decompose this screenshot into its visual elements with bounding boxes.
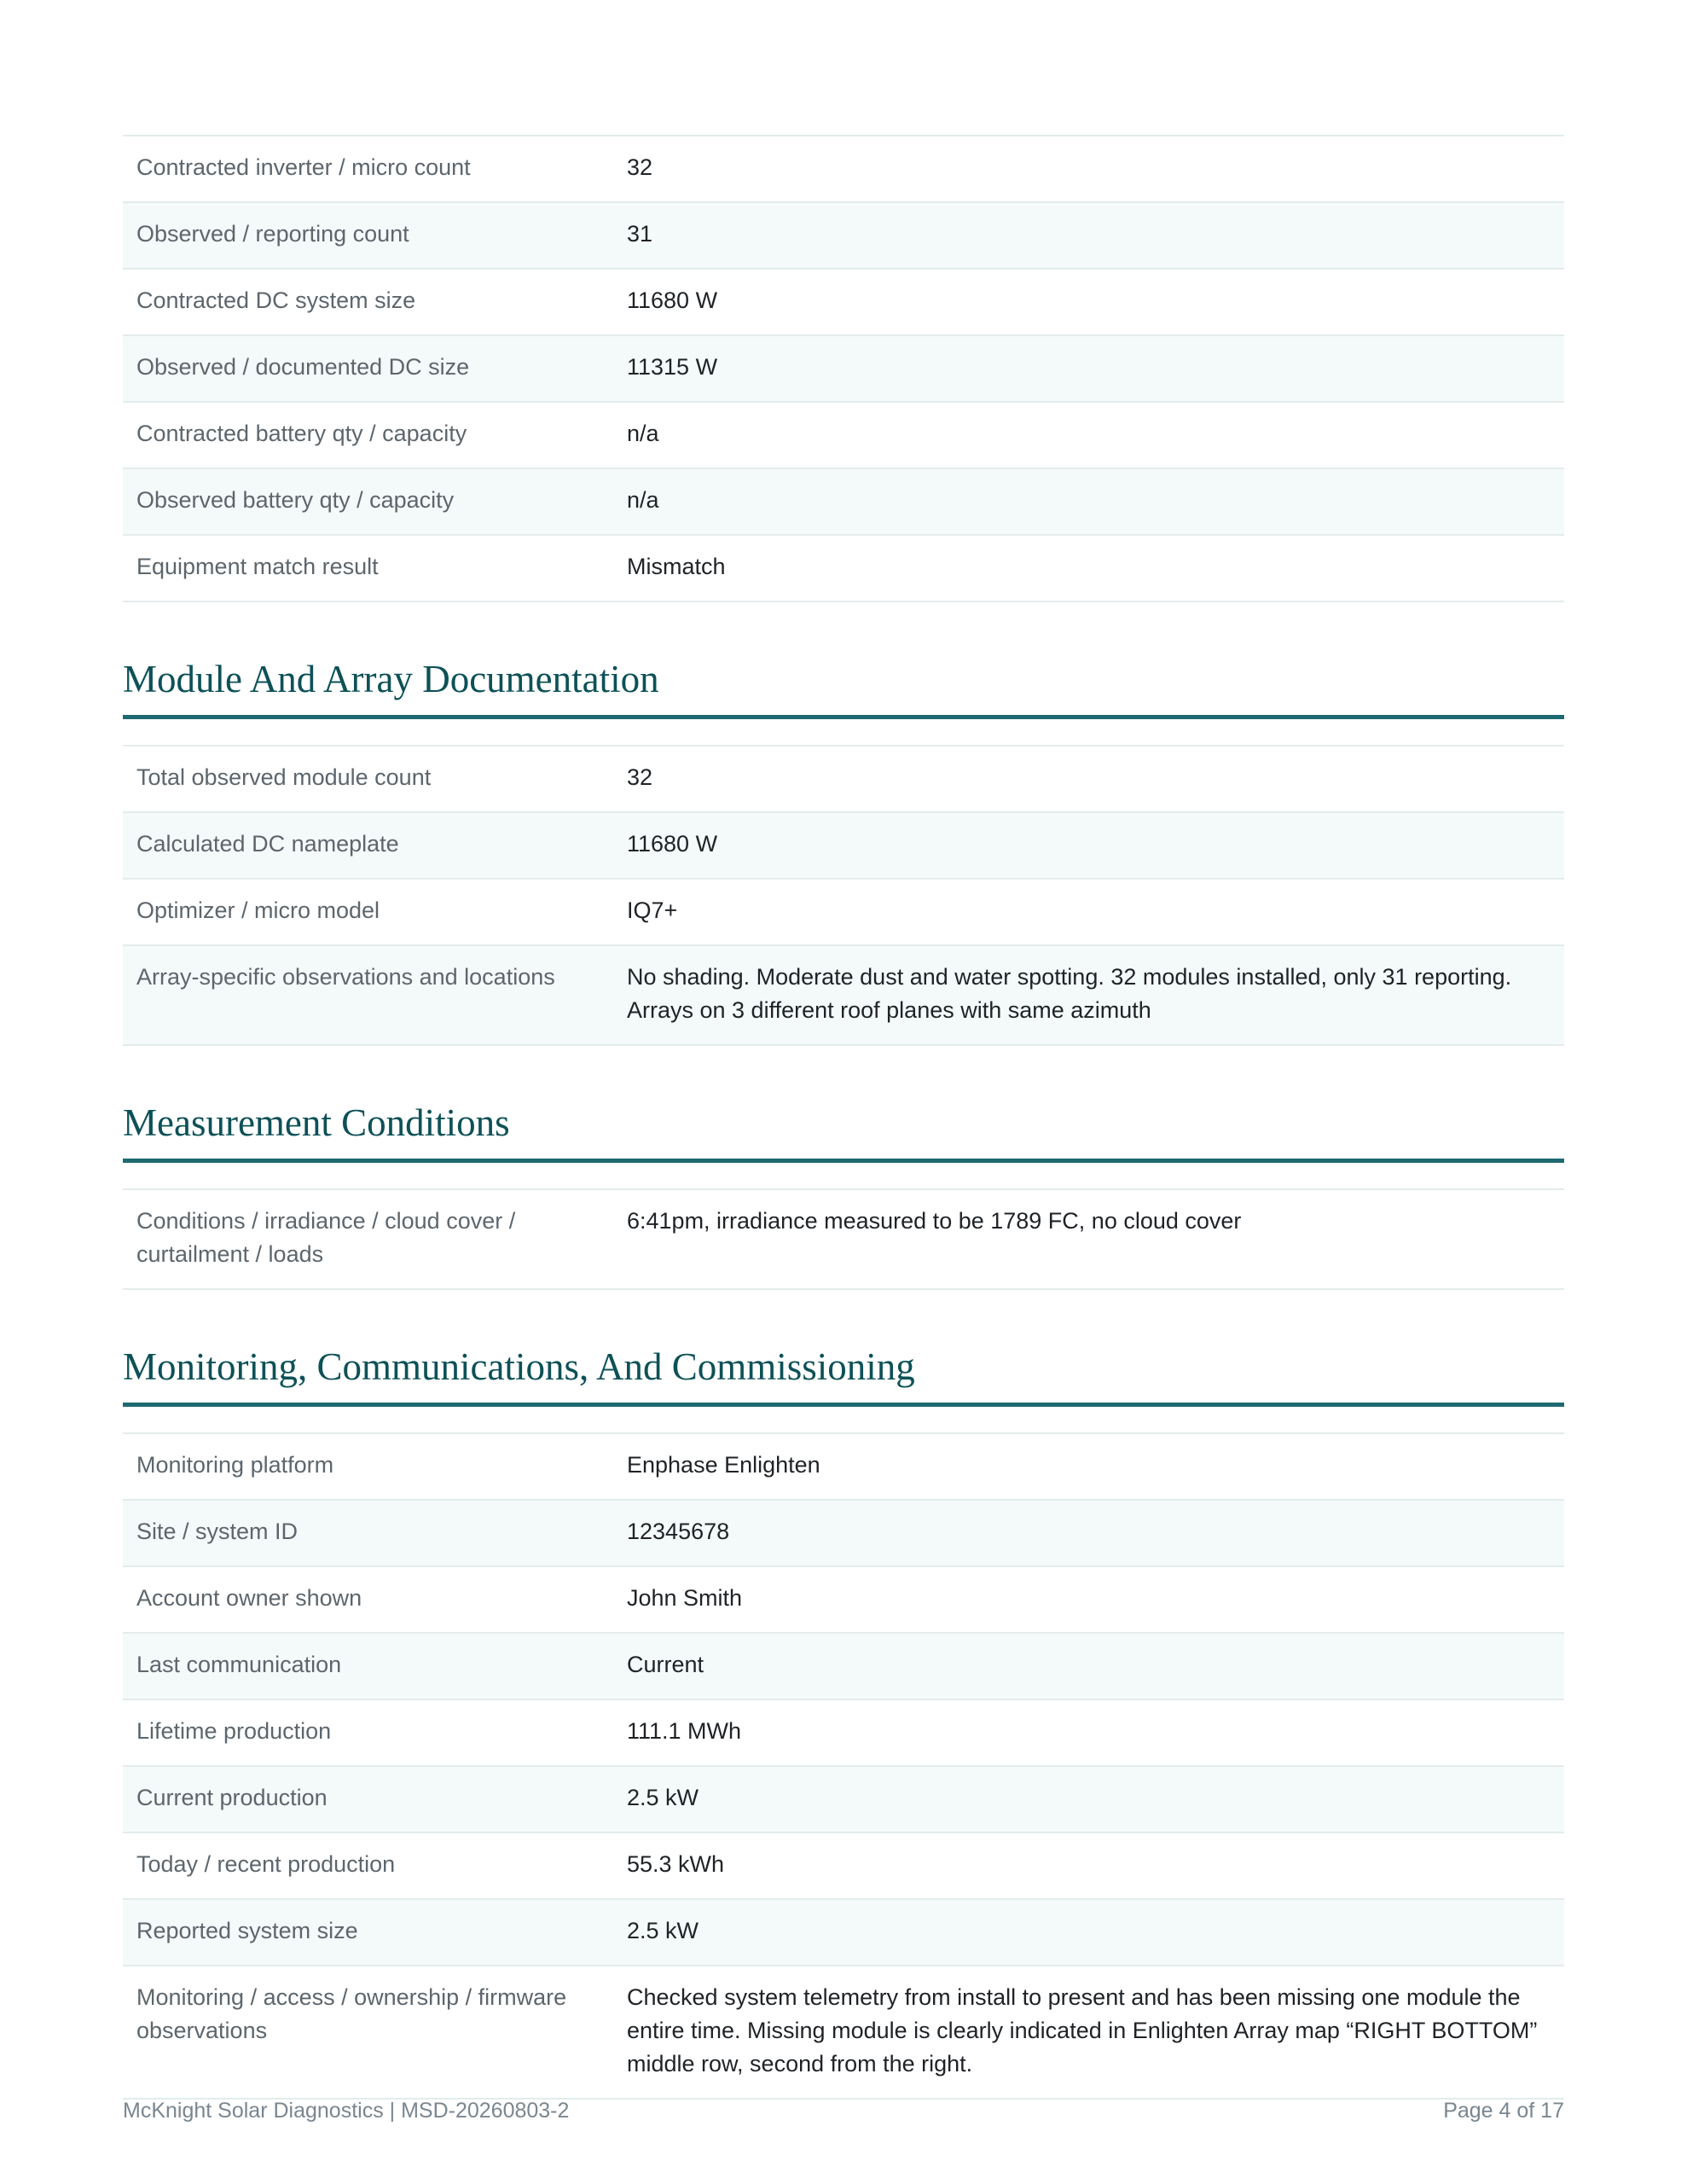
row-label: Conditions / irradiance / cloud cover / curtailment / loads [136, 1208, 516, 1267]
row-value: Mismatch [627, 554, 726, 579]
row-value: 6:41pm, irradiance measured to be 1789 FC, no cloud cover [627, 1208, 1242, 1234]
row-value: IQ7+ [627, 897, 678, 923]
table-row [123, 535, 1564, 601]
table-row [123, 1500, 1564, 1566]
row-value: 2.5 kW [627, 1785, 699, 1810]
row-label: Contracted inverter / micro count [136, 154, 471, 180]
row-value: 55.3 kWh [627, 1851, 725, 1877]
table-row [123, 136, 1564, 202]
row-label: Lifetime production [136, 1718, 332, 1744]
row-value: 11680 W [627, 831, 718, 857]
row-value: 32 [627, 764, 653, 790]
row-label: Equipment match result [136, 554, 379, 579]
footer-report-id: McKnight Solar Diagnostics | MSD-20260803-2 [123, 2099, 570, 2123]
row-value: No shading. Moderate dust and water spotting. 32 modules installed, only 31 reporting. Arrays on 3 different roof planes with same azimuth [627, 964, 1512, 1023]
report-page-content [123, 135, 1564, 2100]
table-row [123, 1699, 1564, 1766]
row-value: 31 [627, 221, 653, 247]
row-label: Contracted DC system size [136, 288, 416, 313]
section-heading-measurement: Measurement Conditions [123, 1099, 1564, 1163]
table-row [123, 468, 1564, 535]
footer-page-number: Page 4 of 17 [1443, 2099, 1564, 2123]
row-value: n/a [627, 487, 659, 513]
module-array-table [123, 745, 1564, 1046]
table-row [123, 1899, 1564, 1966]
row-value: 2.5 kW [627, 1918, 699, 1943]
table-row [123, 1966, 1564, 2099]
row-label: Observed battery qty / capacity [136, 487, 455, 513]
table-row [123, 945, 1564, 1045]
equipment-table [123, 135, 1564, 602]
table-row [123, 402, 1564, 468]
row-value: 12345678 [627, 1519, 730, 1544]
table-row [123, 1189, 1564, 1289]
row-label: Last communication [136, 1652, 342, 1677]
row-label: Current production [136, 1785, 328, 1810]
table-row [123, 202, 1564, 269]
table-row [123, 1433, 1564, 1500]
row-value: n/a [627, 421, 659, 446]
row-label: Array-specific observations and locations [136, 964, 555, 990]
table-row [123, 812, 1564, 879]
row-label: Reported system size [136, 1918, 358, 1943]
section-heading-module-array: Module And Array Documentation [123, 655, 1564, 719]
measurement-table [123, 1188, 1564, 1290]
row-value: 111.1 MWh [627, 1718, 742, 1744]
monitoring-table [123, 1432, 1564, 2100]
table-row [123, 335, 1564, 402]
table-row [123, 1566, 1564, 1633]
row-label: Today / recent production [136, 1851, 396, 1877]
table-row [123, 1633, 1564, 1699]
row-value: 11315 W [627, 354, 718, 380]
row-value: Enphase Enlighten [627, 1452, 820, 1478]
row-value: Checked system telemetry from install to present and has been missing one module the entire time. Missing module is clearly indicated in Enlighten Array map “RIGHT BOTTOM” middle row, second from the right. [627, 1984, 1538, 2077]
row-value: 11680 W [627, 288, 718, 313]
row-label: Total observed module count [136, 764, 432, 790]
table-row [123, 269, 1564, 335]
row-value: Current [627, 1652, 704, 1677]
row-label: Calculated DC nameplate [136, 831, 399, 857]
table-row [123, 1833, 1564, 1899]
row-label: Contracted battery qty / capacity [136, 421, 467, 446]
row-label: Site / system ID [136, 1519, 299, 1544]
row-label: Observed / documented DC size [136, 354, 470, 380]
section-heading-monitoring: Monitoring, Communications, And Commissioning [123, 1343, 1564, 1407]
row-label: Monitoring / access / ownership / firmware observations [136, 1984, 567, 2043]
row-value: 32 [627, 154, 653, 180]
row-label: Account owner shown [136, 1585, 362, 1611]
row-label: Monitoring platform [136, 1452, 334, 1478]
table-row [123, 746, 1564, 812]
row-value: John Smith [627, 1585, 743, 1611]
row-label: Optimizer / micro model [136, 897, 380, 923]
page-footer [123, 2099, 1564, 2123]
table-row [123, 879, 1564, 945]
table-row [123, 1766, 1564, 1833]
row-label: Observed / reporting count [136, 221, 409, 247]
